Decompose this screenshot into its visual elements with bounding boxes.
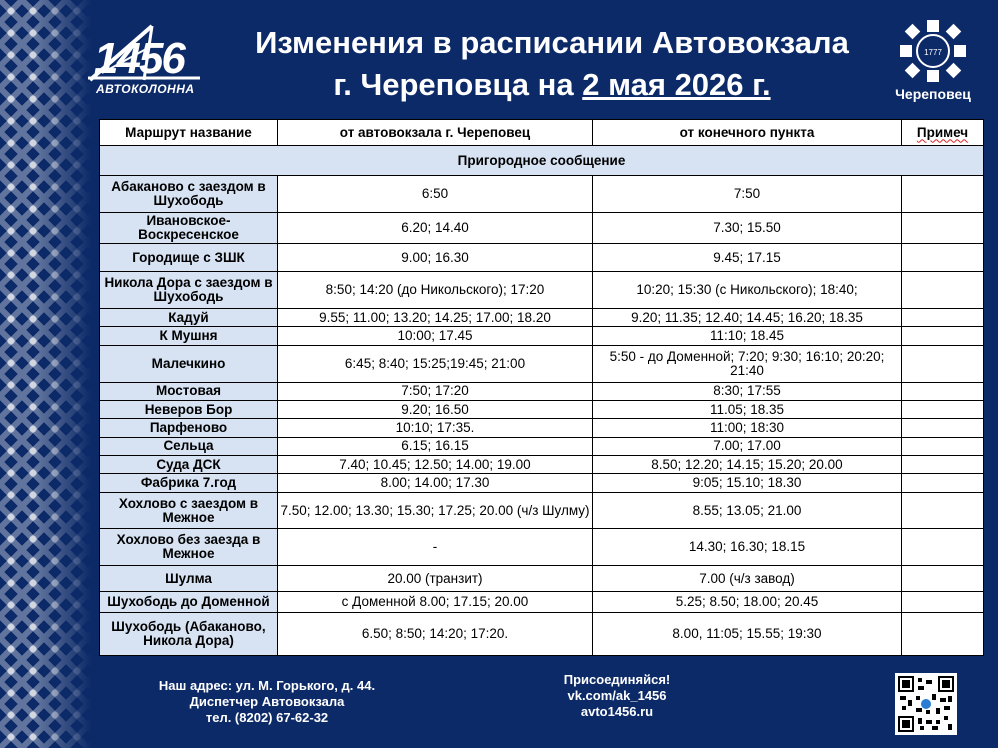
- from-end-times: 7.00; 17.00: [593, 437, 902, 455]
- table-row: [100, 437, 984, 455]
- route-name: Городище с ЗШК: [100, 244, 278, 272]
- table-row: [100, 492, 984, 529]
- note-cell: [902, 437, 984, 455]
- from-station-times: 7.40; 10.45; 12.50; 14.00; 19.00: [278, 456, 593, 474]
- from-station-times: 6:50: [278, 176, 593, 213]
- from-end-times: 9.20; 11.35; 12.40; 14.45; 16.20; 18.35: [593, 309, 902, 327]
- from-station-times: 8.00; 14.00; 17.30: [278, 474, 593, 492]
- from-end-times: 11.05; 18.35: [593, 400, 902, 418]
- from-station-times: -: [278, 529, 593, 566]
- route-name: Хохлово без заезда в Межное: [100, 529, 278, 566]
- route-name: Кадуй: [100, 309, 278, 327]
- note-cell: [902, 176, 984, 213]
- from-end-times: 5.25; 8.50; 18.00; 20.45: [593, 592, 902, 613]
- from-end-times: 11:10; 18.45: [593, 327, 902, 345]
- route-name: Абаканово с заездом в Шухободь: [100, 176, 278, 213]
- note-cell: [902, 382, 984, 400]
- from-station-times: 10:10; 17:35.: [278, 419, 593, 437]
- phone-line: тел. (8202) 67-62-32: [205, 710, 329, 725]
- route-name: Сельца: [100, 437, 278, 455]
- from-station-times: 6.50; 8:50; 14:20; 17:20.: [278, 612, 593, 655]
- table-row: [100, 345, 984, 382]
- from-station-times: 10:00; 17.45: [278, 327, 593, 345]
- from-station-times: 6:45; 8:40; 15:25;19:45; 21:00: [278, 345, 593, 382]
- route-name: Фабрика 7.год: [100, 474, 278, 492]
- from-end-times: 14.30; 16.30; 18.15: [593, 529, 902, 566]
- from-station-times: с Доменной 8.00; 17.15; 20.00: [278, 592, 593, 613]
- table-row: [100, 327, 984, 345]
- table-row: [100, 244, 984, 272]
- note-cell: [902, 244, 984, 272]
- note-cell: [902, 592, 984, 613]
- note-cell: [902, 309, 984, 327]
- from-end-times: 7.30; 15.50: [593, 212, 902, 243]
- from-station-times: 9.00; 16.30: [278, 244, 593, 272]
- from-station-times: 9.20; 16.50: [278, 400, 593, 418]
- table-row: [100, 176, 984, 213]
- table-row: [100, 529, 984, 566]
- from-end-times: 8:30; 17:55: [593, 382, 902, 400]
- from-end-times: 7:50: [593, 176, 902, 213]
- footer-social: [532, 672, 702, 720]
- from-end-times: 8.55; 13.05; 21.00: [593, 492, 902, 529]
- footer-address: [120, 678, 414, 726]
- table-header-row: [100, 120, 984, 146]
- page-title: [220, 22, 884, 106]
- route-name: Шулма: [100, 566, 278, 592]
- from-station-times: 7:50; 17:20: [278, 382, 593, 400]
- header-from-station: от автовокзала г. Череповец: [278, 120, 593, 146]
- from-end-times: 5:50 - до Доменной; 7:20; 9:30; 16:10; 20:20; 21:40: [593, 345, 902, 382]
- section-row: [100, 146, 984, 176]
- table-row: [100, 272, 984, 309]
- emblem-year: 1777: [924, 48, 942, 57]
- address-line: Наш адрес: ул. М. Горького, д. 44.: [158, 678, 376, 693]
- qr-code-icon[interactable]: [895, 673, 957, 735]
- from-station-times: 6.20; 14.40: [278, 212, 593, 243]
- decorative-pattern: [0, 0, 92, 748]
- route-name: Хохлово с заездом в Межное: [100, 492, 278, 529]
- note-cell: [902, 327, 984, 345]
- table-row: [100, 309, 984, 327]
- city-emblem: [892, 20, 974, 104]
- route-name: Суда ДСК: [100, 456, 278, 474]
- note-cell: [902, 212, 984, 243]
- note-cell: [902, 612, 984, 655]
- city-emblem-icon: [900, 20, 966, 82]
- site-link[interactable]: avto1456.ru: [580, 704, 654, 719]
- note-cell: [902, 566, 984, 592]
- company-logo: [82, 18, 212, 98]
- table-row: [100, 456, 984, 474]
- vk-link[interactable]: vk.com/ak_1456: [567, 688, 667, 703]
- table-row: [100, 592, 984, 613]
- header-route: Маршрут название: [100, 120, 278, 146]
- table-row: [100, 419, 984, 437]
- from-station-times: 7.50; 12.00; 13.30; 15.30; 17.25; 20.00 (ч/з Шулму): [278, 492, 593, 529]
- route-name: Малечкино: [100, 345, 278, 382]
- route-name: Мостовая: [100, 382, 278, 400]
- from-end-times: 8.50; 12.20; 14.15; 15.20; 20.00: [593, 456, 902, 474]
- from-end-times: 11:00; 18:30: [593, 419, 902, 437]
- from-end-times: 7.00 (ч/з завод): [593, 566, 902, 592]
- table-row: [100, 400, 984, 418]
- join-text: Присоединяйся!: [563, 672, 671, 687]
- logo-caption: АВТОКОЛОННА: [96, 82, 195, 96]
- table-row: [100, 382, 984, 400]
- table-row: [100, 474, 984, 492]
- from-end-times: 10:20; 15:30 (с Никольского); 18:40;: [593, 272, 902, 309]
- from-end-times: 8.00, 11:05; 15.55; 19:30: [593, 612, 902, 655]
- table-row: [100, 212, 984, 243]
- schedule-table: [99, 119, 984, 656]
- from-end-times: 9:05; 15.10; 18.30: [593, 474, 902, 492]
- note-cell: [902, 474, 984, 492]
- from-station-times: 20.00 (транзит): [278, 566, 593, 592]
- city-name: Череповец: [895, 86, 971, 102]
- title-line-1: Изменения в расписании Автовокзала: [255, 25, 849, 60]
- route-name: Неверов Бор: [100, 400, 278, 418]
- note-cell: [902, 272, 984, 309]
- route-name: Шухободь до Доменной: [100, 592, 278, 613]
- from-station-times: 9.55; 11.00; 13.20; 14.25; 17.00; 18.20: [278, 309, 593, 327]
- note-cell: [902, 345, 984, 382]
- route-name: Шухободь (Абаканово, Никола Дора): [100, 612, 278, 655]
- dispatcher-line: Диспетчер Автовокзала: [189, 694, 345, 709]
- title-line-2: [220, 64, 884, 106]
- from-station-times: 8:50; 14:20 (до Никольского); 17:20: [278, 272, 593, 309]
- section-title: Пригородное сообщение: [100, 146, 984, 176]
- title-date: 2 мая 2026 г.: [582, 67, 771, 102]
- note-cell: [902, 400, 984, 418]
- note-cell: [902, 419, 984, 437]
- table-row: [100, 566, 984, 592]
- from-station-times: 6.15; 16.15: [278, 437, 593, 455]
- title-prefix: г. Череповца на: [333, 67, 583, 102]
- route-name: Никола Дора с заездом в Шухободь: [100, 272, 278, 309]
- route-name: Парфеново: [100, 419, 278, 437]
- note-cell: [902, 492, 984, 529]
- note-cell: [902, 529, 984, 566]
- header-note: Примеч: [902, 120, 984, 146]
- route-name: Ивановское-Воскресенское: [100, 212, 278, 243]
- from-end-times: 9.45; 17.15: [593, 244, 902, 272]
- route-name: К Мушня: [100, 327, 278, 345]
- logo-number: 1456: [94, 34, 184, 83]
- table-row: [100, 612, 984, 655]
- note-cell: [902, 456, 984, 474]
- header-from-end: от конечного пункта: [593, 120, 902, 146]
